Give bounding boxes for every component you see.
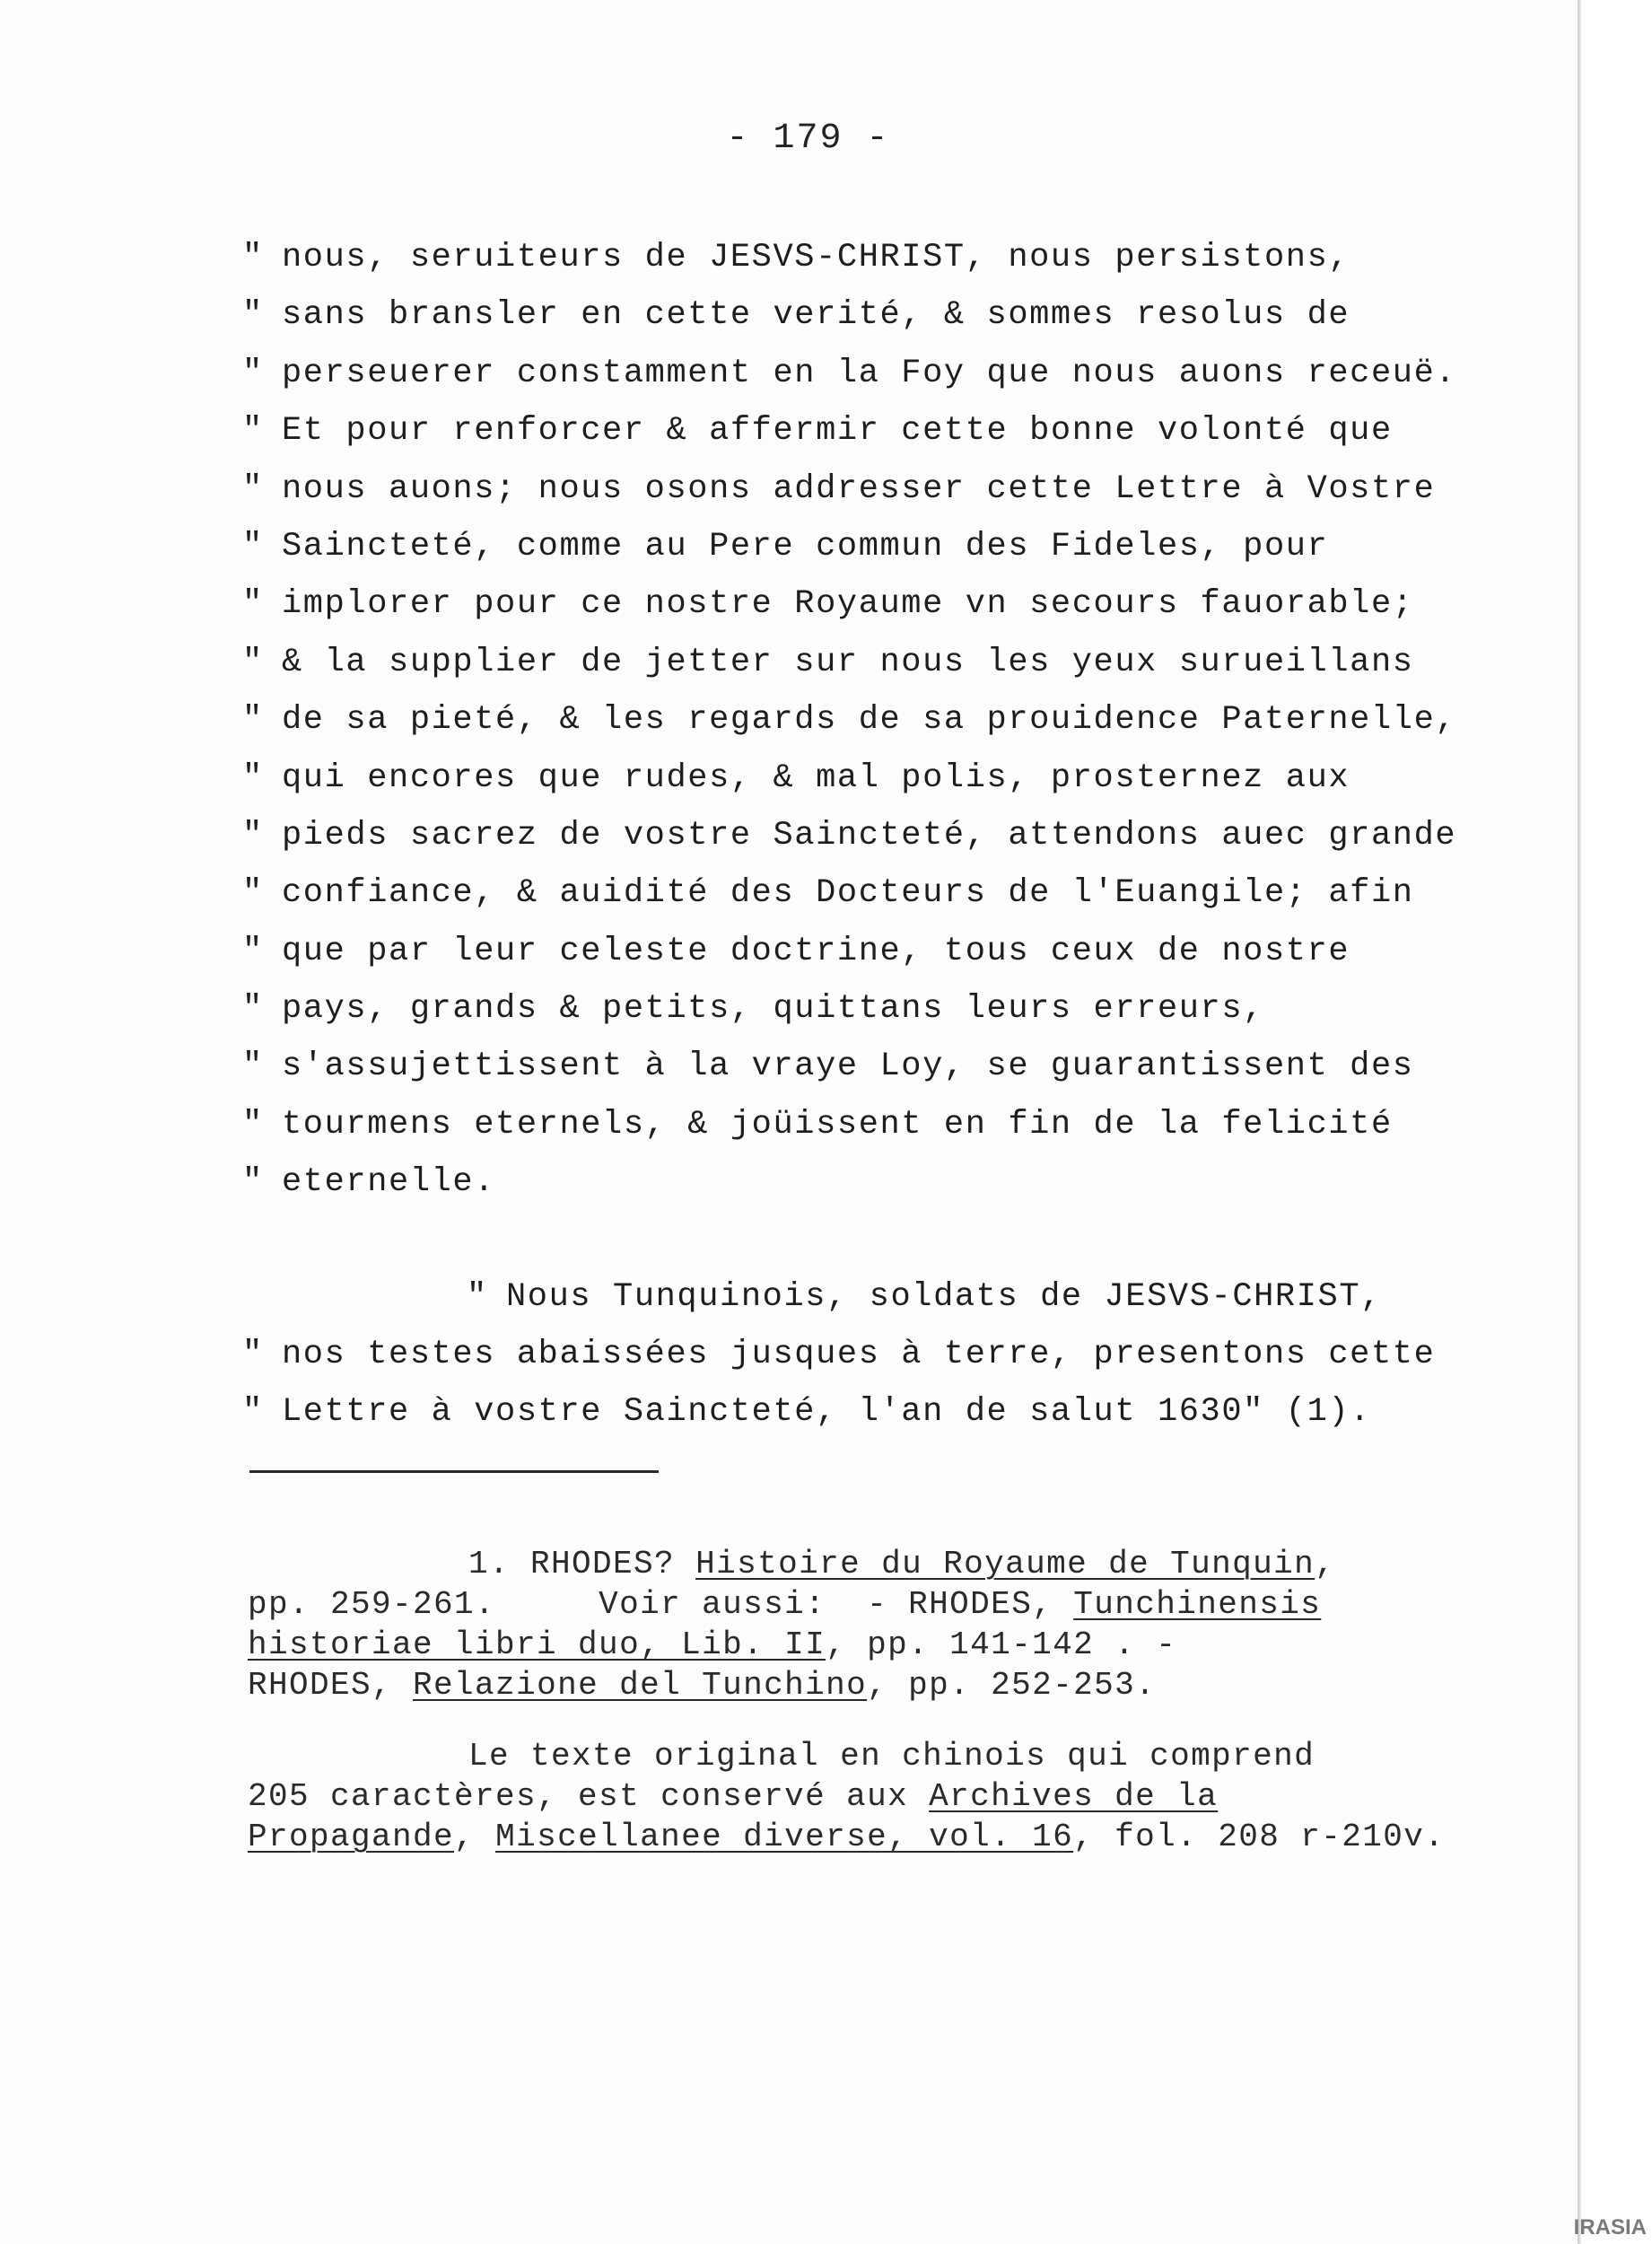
closing-text: nos testes abaissées jusques à terre, presentons cette	[282, 1336, 1436, 1374]
quote-mark: "	[242, 816, 264, 855]
quote-line	[242, 345, 1534, 402]
footnote-line: Le texte original en chinois qui comprend	[468, 1738, 1315, 1775]
quote-mark: "	[467, 1277, 488, 1316]
quote-text: confiance, & auidité des Docteurs de l'Euangile; afin	[282, 874, 1414, 913]
footnote-line: historiae libri duo, Lib. II, pp. 141-142 . -	[248, 1626, 1177, 1663]
footnote-line: 1. RHODES? Histoire du Royaume de Tunquin,	[468, 1546, 1336, 1582]
quote-mark: "	[242, 527, 264, 565]
quote-text: tourmens eternels, & joüissent en fin de la felicité	[282, 1105, 1393, 1144]
quote-mark: "	[242, 701, 264, 740]
scan-margin	[1581, 0, 1652, 2244]
quote-line	[242, 634, 1534, 691]
footnote-line: 205 caractères, est conservé aux Archives de la	[248, 1778, 1219, 1815]
quote-text: qui encores que rudes, & mal polis, prosternez aux	[282, 758, 1350, 797]
quote-text: que par leur celeste doctrine, tous ceux de nostre	[282, 932, 1350, 970]
quote-text: nous auons; nous osons addresser cette Lettre à Vostre	[282, 469, 1436, 508]
quote-text: pieds sacrez de vostre Saincteté, attendons auec grande	[282, 816, 1457, 855]
quote-text: nous, seruiteurs de JESVS-CHRIST, nous persistons,	[282, 239, 1350, 276]
quote-line	[242, 402, 1534, 460]
quote-mark: "	[242, 239, 264, 276]
quote-text: implorer pour ce nostre Royaume vn secours fauorable;	[282, 585, 1414, 624]
quote-mark: "	[242, 1336, 264, 1374]
closing-line	[242, 1383, 1534, 1441]
quote-line	[242, 460, 1534, 518]
quote-text: pays, grands & petits, quittans leurs erreurs,	[282, 990, 1264, 1029]
quote-mark: "	[242, 874, 264, 913]
citation-title: historiae libri duo, Lib. II	[248, 1626, 826, 1663]
watermark-logo: IRASIA	[1573, 2215, 1647, 2240]
quote-line	[242, 575, 1534, 633]
quote-line	[242, 1096, 1534, 1153]
quote-text: sans bransler en cette verité, & sommes resolus de	[282, 296, 1350, 335]
closing-line	[242, 1268, 1534, 1326]
archive-collection: Miscellanee diverse, vol. 16	[495, 1819, 1074, 1855]
quote-text: Et pour renforcer & affermir cette bonne volonté que	[282, 412, 1393, 451]
quote-line	[242, 749, 1534, 807]
citation-title: Tunchinensis	[1073, 1586, 1322, 1623]
citation-title: Histoire du Royaume de Tunquin	[695, 1546, 1315, 1582]
quote-line	[242, 864, 1534, 922]
quote-mark: "	[242, 1163, 264, 1202]
footnote-line: pp. 259-261. Voir aussi: - RHODES, Tunchinensis	[248, 1586, 1322, 1623]
quote-line	[242, 923, 1534, 980]
quote-mark: "	[242, 412, 264, 451]
quote-mark: "	[242, 1393, 264, 1432]
quote-mark: "	[242, 932, 264, 970]
quote-mark: "	[242, 643, 264, 681]
archive-name: Archives de la	[929, 1778, 1219, 1815]
quote-mark: "	[242, 354, 264, 392]
closing-text: Lettre à vostre Saincteté, l'an de salut 1630" (1).	[282, 1393, 1371, 1432]
closing-text: Nous Tunquinois, soldats de JESVS-CHRIST,	[506, 1277, 1382, 1316]
quote-text: s'assujettissent à la vraye Loy, se guarantissent des	[282, 1047, 1414, 1086]
quote-text: de sa pieté, & les regards de sa prouidence Paternelle,	[282, 701, 1457, 740]
quote-line	[242, 1153, 1534, 1211]
quote-mark: "	[242, 758, 264, 797]
citation-title: Relazione del Tunchino	[413, 1667, 868, 1704]
footnote-separator	[249, 1470, 659, 1473]
footnote-line: Propagande, Miscellanee diverse, vol. 16, fol. 208 r-210v.	[248, 1819, 1446, 1855]
quote-text: & la supplier de jetter sur nous les yeux surueillans	[282, 643, 1414, 681]
quote-line	[242, 807, 1534, 864]
quote-line	[242, 518, 1534, 575]
archive-name: Propagande	[248, 1819, 455, 1855]
quote-mark: "	[242, 296, 264, 335]
quote-line	[242, 229, 1534, 286]
quote-mark: "	[242, 1105, 264, 1144]
quote-mark: "	[242, 1047, 264, 1086]
quoted-letter	[242, 229, 1534, 1442]
quote-mark: "	[242, 469, 264, 508]
quote-line	[242, 691, 1534, 749]
footnotes	[248, 1544, 1522, 1857]
quote-line	[242, 1038, 1534, 1095]
quote-mark: "	[242, 585, 264, 624]
quote-mark: "	[242, 990, 264, 1029]
quote-line	[242, 980, 1534, 1038]
page-number: - 179 -	[726, 118, 890, 159]
footnote-line: RHODES, Relazione del Tunchino, pp. 252-253.	[248, 1667, 1157, 1704]
quote-line	[242, 286, 1534, 344]
quote-text: perseuerer constamment en la Foy que nous auons receuë.	[282, 354, 1457, 392]
quote-text: Saincteté, comme au Pere commun des Fideles, pour	[282, 527, 1329, 565]
quote-text: eternelle.	[282, 1163, 496, 1202]
closing-line	[242, 1326, 1534, 1383]
